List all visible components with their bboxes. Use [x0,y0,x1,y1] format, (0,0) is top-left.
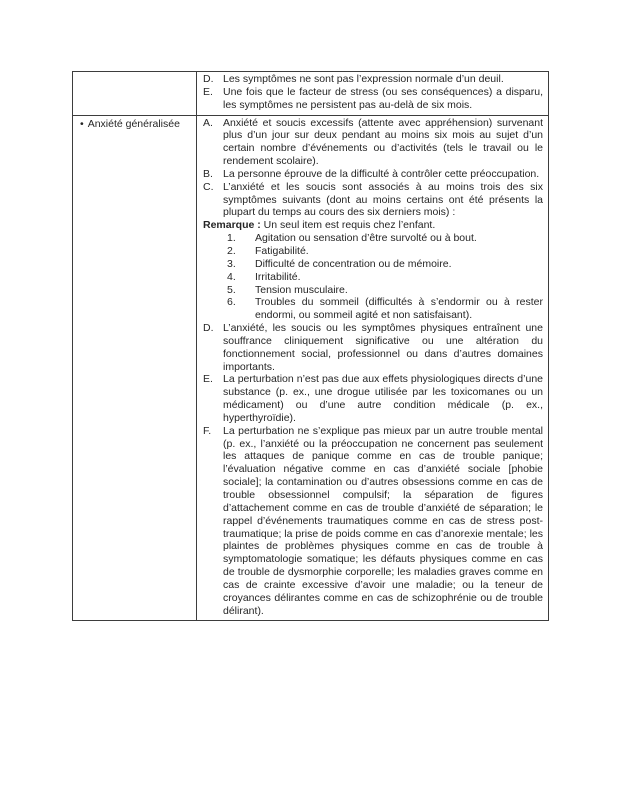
symptom-number: 4. [227,270,236,283]
bullet-icon: • [80,117,84,130]
criterion-item [203,322,543,373]
disorder-name-cell-empty [73,72,197,115]
criterion-item [203,373,543,424]
disorder-name-cell [73,116,197,621]
symptom-number: 3. [227,257,236,270]
criterion-item [203,168,543,181]
symptom-number: 2. [227,244,236,257]
symptom-text: Agitation ou sensation d’être survolté ou à bout. [255,232,477,245]
disorder-name-label: Anxiété généralisée [87,117,180,130]
criterion-label: E. [203,373,213,386]
criterion-item [203,181,543,220]
criterion-text: L’anxiété et les soucis sont associés à au moins trois des six symptômes suivants (dont au moins certains ont été présents la plupart du temps au cours des six derniers mois) : [223,180,543,219]
symptom-number: 6. [227,296,236,309]
criterion-text: La perturbation n’est pas due aux effets physiologiques directs d’une substance (p. ex., une drogue utilisée par les toxicomanes ou un médicament) ou d’une autre condition médicale (p. ex., hyperthyroïdie). [223,373,543,424]
table-row-generalized-anxiety [73,115,548,621]
criterion-label: B. [203,167,213,180]
criterion-item [203,425,543,618]
disorder-name [80,118,193,131]
criterion-item [203,117,543,168]
symptom-item [203,258,543,271]
symptom-text: Difficulté de concentration ou de mémoire. [255,257,452,270]
symptom-item [203,245,543,258]
criterion-label: A. [203,116,213,129]
criterion-text: La perturbation ne s’explique pas mieux par un autre trouble mental (p. ex., l’anxiété ou la préoccupation ne concernent pas seulement les attaques de panique comme en cas de trouble panique; l’évaluation négative comme en cas d’anxiété sociale [phobie sociale]; la contamination ou d’autres obsessions comme en cas de trouble obsessionnel compulsif; la séparation de figures d’attachement comme en cas de trouble d’anxiété de séparation; le rappel d’événements traumatiques comme en cas de stress post-traumatique; la prise de poids comme en cas d’anorexie mentale; les plaintes de problèmes physiques comme en cas de trouble à symptomatologie somatique; les défauts physiques comme en cas de trouble de dysmorphie corporelle; les maladies graves comme en cas de crainte excessive d’avoir une maladie; ou la teneur de croyances délirantes comme en cas de schizophrénie ou de trouble délirant). [223,424,543,617]
criterion-text: L’anxiété, les soucis ou les symptômes physiques entraînent une souffrance cliniquement significative ou une altération du fonctionnement social, professionnel ou dans d’autres domaines importants. [223,322,543,373]
criterion-label: F. [203,424,212,437]
criteria-cell [197,116,548,621]
criterion-text: Anxiété et soucis excessifs (attente avec appréhension) survenant plus d’un jour sur deux pendant au moins six mois au sujet d’un certain nombre d’événements ou d’activités (tels le travail ou le rendement scolaire). [223,116,543,168]
symptom-text: Tension musculaire. [255,283,348,296]
criterion-text: Les symptômes ne sont pas l’expression normale d’un deuil. [223,73,504,85]
criterion-item [203,86,543,112]
symptom-number: 5. [227,283,236,296]
diagnostic-criteria-table [72,71,549,621]
symptom-text: Troubles du sommeil (difficultés à s’endormir ou à rester endormi, ou sommeil agité et non satisfaisant). [255,296,543,322]
symptom-item [203,232,543,245]
criterion-label: E. [203,85,213,98]
criterion-text: La personne éprouve de la difficulté à contrôler cette préoccupation. [223,167,540,180]
remark-label: Remarque : [203,219,261,232]
symptom-item [203,296,543,322]
symptom-item [203,271,543,284]
remark-text: Un seul item est requis chez l’enfant. [260,219,436,232]
criterion-label: D. [203,322,214,335]
symptom-text: Irritabilité. [255,270,301,283]
criterion-label: C. [203,180,214,193]
table-row-previous-criteria [73,72,548,115]
criterion-item [203,73,543,86]
criteria-cell [197,72,548,115]
symptom-item [203,284,543,297]
remark-line [203,219,543,232]
symptom-number: 1. [227,232,236,245]
criterion-text: Une fois que le facteur de stress (ou ses conséquences) a disparu, les symptômes ne persistent pas au-delà de six mois. [223,85,543,111]
symptom-text: Fatigabilité. [255,244,309,257]
criterion-label: D. [203,73,214,85]
